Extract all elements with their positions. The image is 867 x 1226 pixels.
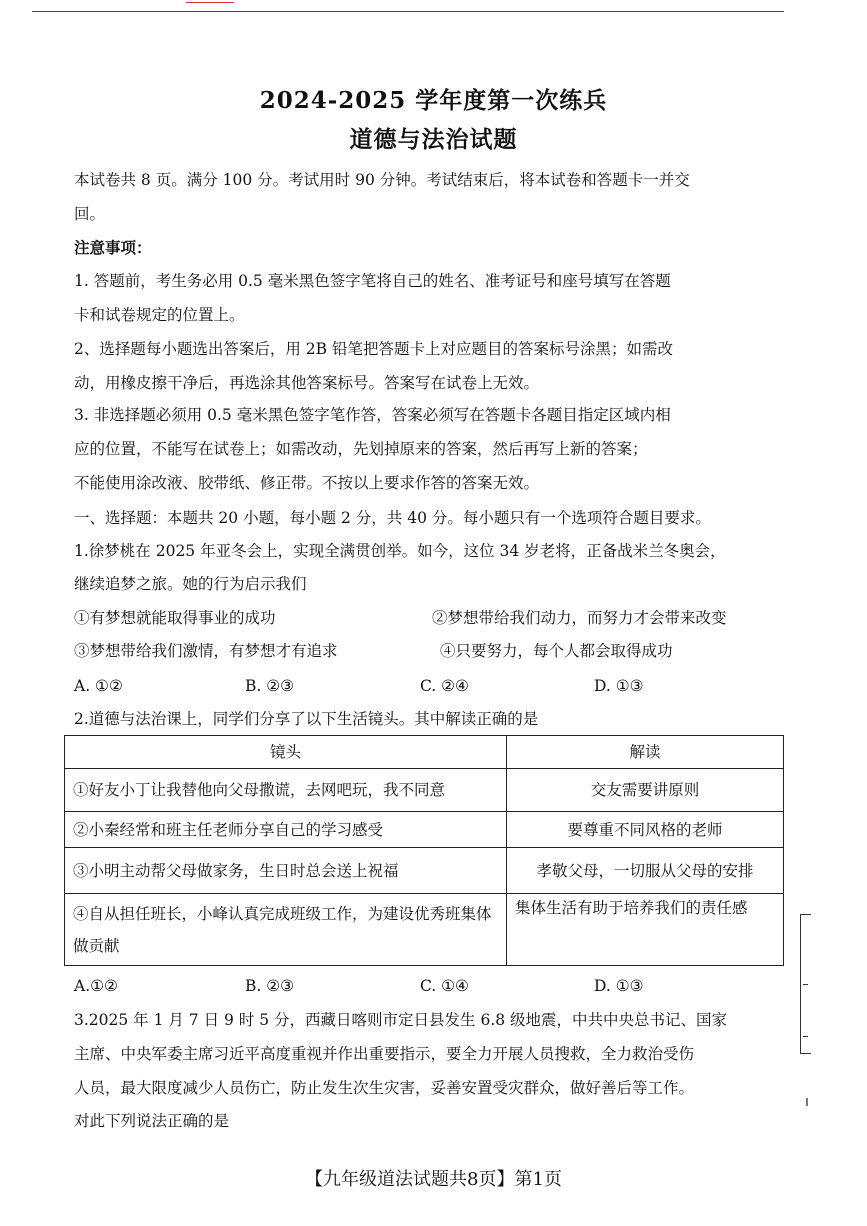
q1-option-c: C. ②④ <box>420 677 469 695</box>
note-3a: 3. 非选择题必须用 0.5 毫米黑色签字笔作答，答案必须写在答题卡各题目指定区域内相 <box>74 406 671 424</box>
top-red-mark <box>186 2 234 3</box>
q1-statement-4: ④只要努力，每个人都会取得成功 <box>440 642 673 660</box>
reading-cell: 集体生活有助于培养我们的责任感 <box>507 894 784 966</box>
margin-tick <box>803 1036 808 1037</box>
table-row <box>65 812 784 848</box>
q3-line-3: 人员，最大限度减少人员伤亡，防止发生次生灾害，妥善安置受灾群众，做好善后等工作。 <box>74 1079 695 1097</box>
note-2a: 2、选择题每小题选出答案后，用 2B 铅笔把答题卡上对应题目的答案标号涂黑；如需改 <box>74 340 673 358</box>
note-2b: 动，用橡皮擦干净后，再选涂其他答案标号。答案写在试卷上无效。 <box>74 374 540 392</box>
intro-line-1: 本试卷共 8 页。满分 100 分。考试用时 90 分钟。考试结束后，将本试卷和答题卡一并交 <box>74 171 690 189</box>
reading-cell: 要尊重不同风格的老师 <box>507 812 784 848</box>
table-header-row <box>65 736 784 769</box>
scene-cell: ③小明主动帮父母做家务，生日时总会送上祝福 <box>65 848 507 894</box>
note-3c: 不能使用涂改液、胶带纸、修正带。不按以上要求作答的答案无效。 <box>74 474 540 492</box>
table-row <box>65 894 784 966</box>
exam-title: 2024-2025 学年度第一次练兵 <box>259 87 608 114</box>
q1-stem-1: 1.徐梦桃在 2025 年亚冬会上，实现全满贯创举。如今，这位 34 岁老将，正备战米兰冬奥会， <box>74 542 726 560</box>
intro-line-2: 回。 <box>74 205 106 223</box>
note-3b: 应的位置，不能写在试卷上；如需改动，先划掉原来的答案，然后再写上新的答案； <box>74 440 648 458</box>
q1-statement-2: ②梦想带给我们动力，而努力才会带来改变 <box>432 609 727 627</box>
table-row <box>65 848 784 894</box>
q1-statement-1: ①有梦想就能取得事业的成功 <box>74 609 276 627</box>
section-1-heading: 一、选择题：本题共 20 小题，每小题 2 分，共 40 分。每小题只有一个选项符合题目要求。 <box>74 509 711 527</box>
scene-cell: ①好友小丁让我替他向父母撒谎，去网吧玩，我不同意 <box>65 769 507 812</box>
table-row <box>65 769 784 812</box>
q2-option-c: C. ①④ <box>420 977 469 995</box>
notes-heading: 注意事项： <box>74 238 152 257</box>
q2-option-a: A.①② <box>74 977 118 995</box>
table-header-scene: 镜头 <box>65 736 507 769</box>
top-rule <box>32 11 784 12</box>
q1-statement-3: ③梦想带给我们激情，有梦想才有追求 <box>74 642 338 660</box>
margin-tick <box>803 984 808 985</box>
q2-stem: 2.道德与法治课上，同学们分享了以下生活镜头。其中解读正确的是 <box>74 710 539 728</box>
q2-option-b: B. ②③ <box>245 977 295 995</box>
q1-option-d: D. ①③ <box>594 677 644 695</box>
exam-subject: 道德与法治试题 <box>349 126 518 153</box>
table-header-reading: 解读 <box>507 736 784 769</box>
scene-cell: ④自从担任班长，小峰认真完成班级工作，为建设优秀班集体做贡献 <box>65 894 507 966</box>
reading-cell: 交友需要讲原则 <box>507 769 784 812</box>
note-1b: 卡和试卷规定的位置上。 <box>74 306 245 324</box>
q1-option-b: B. ②③ <box>245 677 295 695</box>
q2-scene-table <box>64 735 784 966</box>
note-1a: 1. 答题前，考生务必用 0.5 毫米黑色签字笔将自己的姓名、准考证号和座号填写在答题 <box>74 272 671 290</box>
margin-dot <box>806 1098 808 1106</box>
q3-line-1: 3.2025 年 1 月 7 日 9 时 5 分，西藏日喀则市定日县发生 6.8 级地震，中共中央总书记、国家 <box>74 1011 728 1029</box>
page-footer: 【九年级道法试题共8页】第1页 <box>305 1169 562 1190</box>
q1-option-a: A. ①② <box>74 677 123 695</box>
q3-line-4: 对此下列说法正确的是 <box>74 1112 230 1130</box>
q2-option-d: D. ①③ <box>594 977 644 995</box>
scene-cell: ②小秦经常和班主任老师分享自己的学习感受 <box>65 812 507 848</box>
q3-line-2: 主席、中央军委主席习近平高度重视并作出重要指示，要全力开展人员搜救，全力救治受伤 <box>74 1045 695 1063</box>
q1-stem-2: 继续追梦之旅。她的行为启示我们 <box>74 575 307 593</box>
reading-cell: 孝敬父母，一切服从父母的安排 <box>507 848 784 894</box>
